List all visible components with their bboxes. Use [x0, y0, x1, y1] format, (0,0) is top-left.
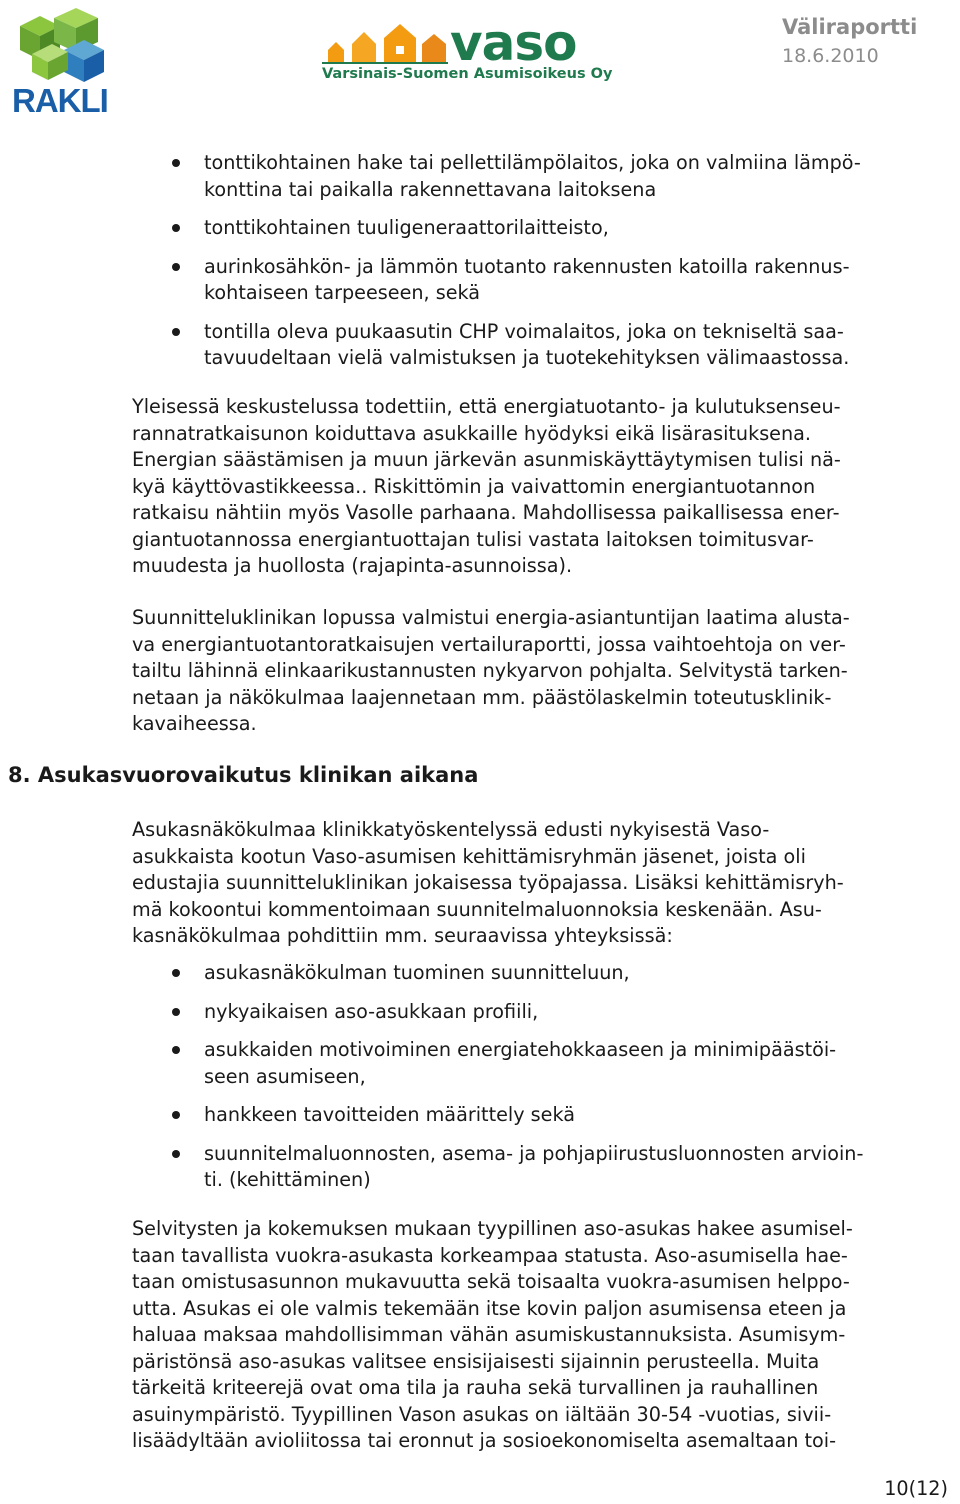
vaso-subtitle: Varsinais-Suomen Asumisoikeus Oy: [322, 66, 613, 82]
list-item: tonttikohtainen hake tai pellettilämpölaitos, joka on valmiina lämpö- konttina tai paikalla rakennettavana laitoksena: [132, 150, 960, 203]
vaso-logo: [322, 14, 613, 86]
report-date: 18.6.2010: [782, 45, 879, 67]
paragraph-resident-perspective: Asukasnäkökulmaa klinikkatyöskentelyssä edusti nykyisestä Vaso- asukkaista kootun Vaso-asumisen kehittämisryhmän jäsenet, joista oli edustajia suunnitteluklinikan jokaisessa työpajassa. Lisäksi kehittämisryh- mä kokoontui kommentoimaan suunnitelmaluonnoksia keskenään. Asu- kasnäkökulmaa pohdittiin mm. seuraavissa yhteyksissä:: [132, 818, 844, 947]
vaso-logo-text: vaso: [450, 14, 577, 72]
section-heading: 8. Asukasvuorovaikutus klinikan aikana: [8, 763, 479, 787]
page-number: 10(12): [884, 1477, 948, 1500]
list-item: hankkeen tavoitteiden määrittely sekä: [132, 1102, 960, 1129]
page-header: [0, 0, 960, 120]
rakli-logo-text: RAKLI: [12, 82, 108, 116]
paragraph-energy-discussion: Yleisessä keskustelussa todettiin, että energiatuotanto- ja kulutuksenseu- rannatratkaisunon koiduttava asukkaille hyödyksi eikä lisärasituksena. Energian säästämisen ja muun järkevän asunmiskäyttäytymisen tulisi nä- kyä käyttövastikkeessa.. Riskittömin ja vaivattomin energiantuotannon ratkaisu nähtiin myös Vasolle parhaana. Mahdollisessa paikallisessa ener- giantuotannossa energiantuottajan tulisi vastata laitoksen toimitusvar- muudesta ja huollosta (rajapinta-asunnoissa).: [132, 395, 841, 577]
list-item: suunnitelmaluonnosten, asema- ja pohjapiirustusluonnosten arvioin- ti. (kehittäminen): [132, 1141, 960, 1194]
paragraph-comparison-report: Suunnitteluklinikan lopussa valmistui energia-asiantuntijan laatima alusta- va energiantuotantoratkaisujen vertailuraportti, jossa vaihtoehtoja on ver- tailtu lähinnä elinkaarikustannusten nykyarvon pohjalta. Selvitystä tarken- netaan ja näkökulmaa laajennetaan mm. päästölaskelmin toteutusklinik- kavaiheessa.: [132, 606, 850, 735]
bullet-list-energy: [132, 150, 960, 384]
list-item: nykyaikaisen aso-asukkaan profiili,: [132, 999, 960, 1026]
paragraph-typical-resident: Selvitysten ja kokemuksen mukaan tyypillinen aso-asukas hakee asumisel- taan tavallista vuokra-asukasta korkeampaa statusta. Aso-asumisella hae- taan omistusasunnon mukavuutta sekä toisaalta vuokra-asumisen helppo- utta. Asukas ei ole valmis tekemään itse kovin paljon asumisensa eteen ja haluaa maksaa mahdollisimman vähän asumiskustannuksista. Asumisym- päristönsä aso-asukas valitsee ensisijaisesti sijainnin perusteella. Muita tärkeitä kriteerejä ovat oma tila ja rauha sekä turvallinen ja rauhallinen asuinympäristö. Tyypillinen Vason asukas on iältään 30-54 -vuotias, sivii- lisäädyltään avioliitossa tai eronnut ja sosioekonomiselta asemaltaan toi-: [132, 1217, 853, 1452]
list-item: tonttikohtainen tuuligeneraattorilaitteisto,: [132, 215, 960, 242]
list-item: asukkaiden motivoiminen energiatehokkaaseen ja minimipäästöi- seen asumiseen,: [132, 1037, 960, 1090]
list-item: tontilla oleva puukaasutin CHP voimalaitos, joka on tekniseltä saa- tavuudeltaan vielä valmistuksen ja tuotekehityksen välimaastossa.: [132, 319, 960, 372]
houses-icon: [322, 20, 448, 66]
list-item: asukasnäkökulman tuominen suunnitteluun,: [132, 960, 960, 987]
list-item: aurinkosähkön- ja lämmön tuotanto rakennusten katoilla rakennus- kohtaiseen tarpeeseen, sekä: [132, 254, 960, 307]
report-title: Väliraportti: [782, 15, 918, 39]
bullet-list-topics: [132, 960, 960, 1206]
rakli-logo: [6, 4, 124, 116]
